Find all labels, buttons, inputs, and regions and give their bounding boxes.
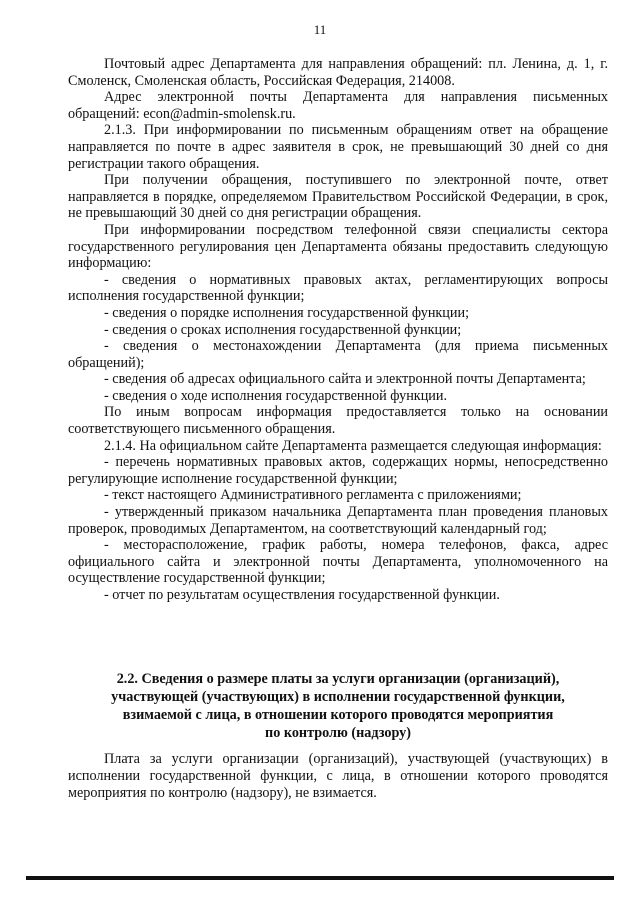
list-item: - утвержденный приказом начальника Департамента план проведения плановых проверок, проводимых Департаментом, на соответствующий календарный год;	[68, 504, 608, 537]
list-item: - сведения о местонахождении Департамента (для приема письменных обращений);	[68, 338, 608, 371]
section-heading-line: по контролю (надзору)	[265, 725, 411, 741]
list-item: - сведения о сроках исполнения государственной функции;	[104, 321, 462, 338]
section-heading-line: взимаемой с лица, в отношении которого проводятся мероприятия	[122, 707, 554, 723]
paragraph-other-questions: По иным вопросам информация предоставляется только на основании соответствующего письменного обращения.	[68, 404, 608, 438]
paragraph-2-1-3: 2.1.3. При информировании по письменным обращениям ответ на обращение направляется по почте в адрес заявителя в срок, не превышающий 30 дней со дня регистрации такого обращения.	[68, 122, 608, 172]
paragraph-postal-address: Почтовый адрес Департамента для направления обращений: пл. Ленина, д. 1, г. Смоленск, Смоленская область, Российская Федерация, 214008.	[68, 56, 608, 89]
paragraph-2-1-4: 2.1.4. На официальном сайте Департамента размещается следующая информация:	[104, 437, 602, 454]
list-item: - сведения о нормативных правовых актах, регламентирующих вопросы исполнения государственной функции;	[68, 271, 608, 305]
section-heading-line: участвующей (участвующих) в исполнении государственной функции,	[111, 689, 565, 705]
list-item: - перечень нормативных правовых актов, содержащих нормы, непосредственно регулирующие исполнение государственной функции;	[68, 454, 608, 487]
paragraph-electronic-appeal: При получении обращения, поступившего по электронной почте, ответ направляется в порядке, определяемом Правительством Российской Федерации, в срок, не превышающий 30 дней со дня регистрации обращения.	[68, 172, 608, 222]
body-text	[68, 56, 608, 604]
paragraph-fee-statement: Плата за услуги организации (организаций), участвующей (участвующих) в исполнении государственной функции, с лица, в отношении которого проводятся мероприятия по контролю (надзору), не взимается.	[68, 751, 608, 801]
closing-text	[68, 751, 608, 802]
list-item: - текст настоящего Административного регламента с приложениями;	[104, 487, 522, 504]
paragraph-phone-info: При информировании посредством телефонной связи специалисты сектора государственного регулирования цен Департамента обязаны предоставить следующую информацию:	[68, 221, 608, 272]
list-item: - сведения об адресах официального сайта и электронной почты Департамента;	[104, 371, 586, 388]
list-item: - отчет по результатам осуществления государственной функции.	[104, 587, 500, 603]
bottom-rule	[26, 876, 614, 880]
section-heading-line: 2.2. Сведения о размере платы за услуги организации (организаций),	[116, 671, 560, 687]
section-heading	[68, 670, 608, 742]
list-item: - сведения о ходе исполнения государственной функции.	[104, 387, 448, 404]
page-number: 11	[313, 22, 327, 37]
list-item: - сведения о порядке исполнения государственной функции;	[104, 304, 470, 321]
paragraph-email-address: Адрес электронной почты Департамента для направления письменных обращений: econ@admin-smolensk.ru.	[68, 89, 608, 122]
list-item: - месторасположение, график работы, номера телефонов, факса, адрес официального сайта и электронной почты Департамента, уполномоченного на осуществление государственной функции;	[68, 537, 608, 587]
